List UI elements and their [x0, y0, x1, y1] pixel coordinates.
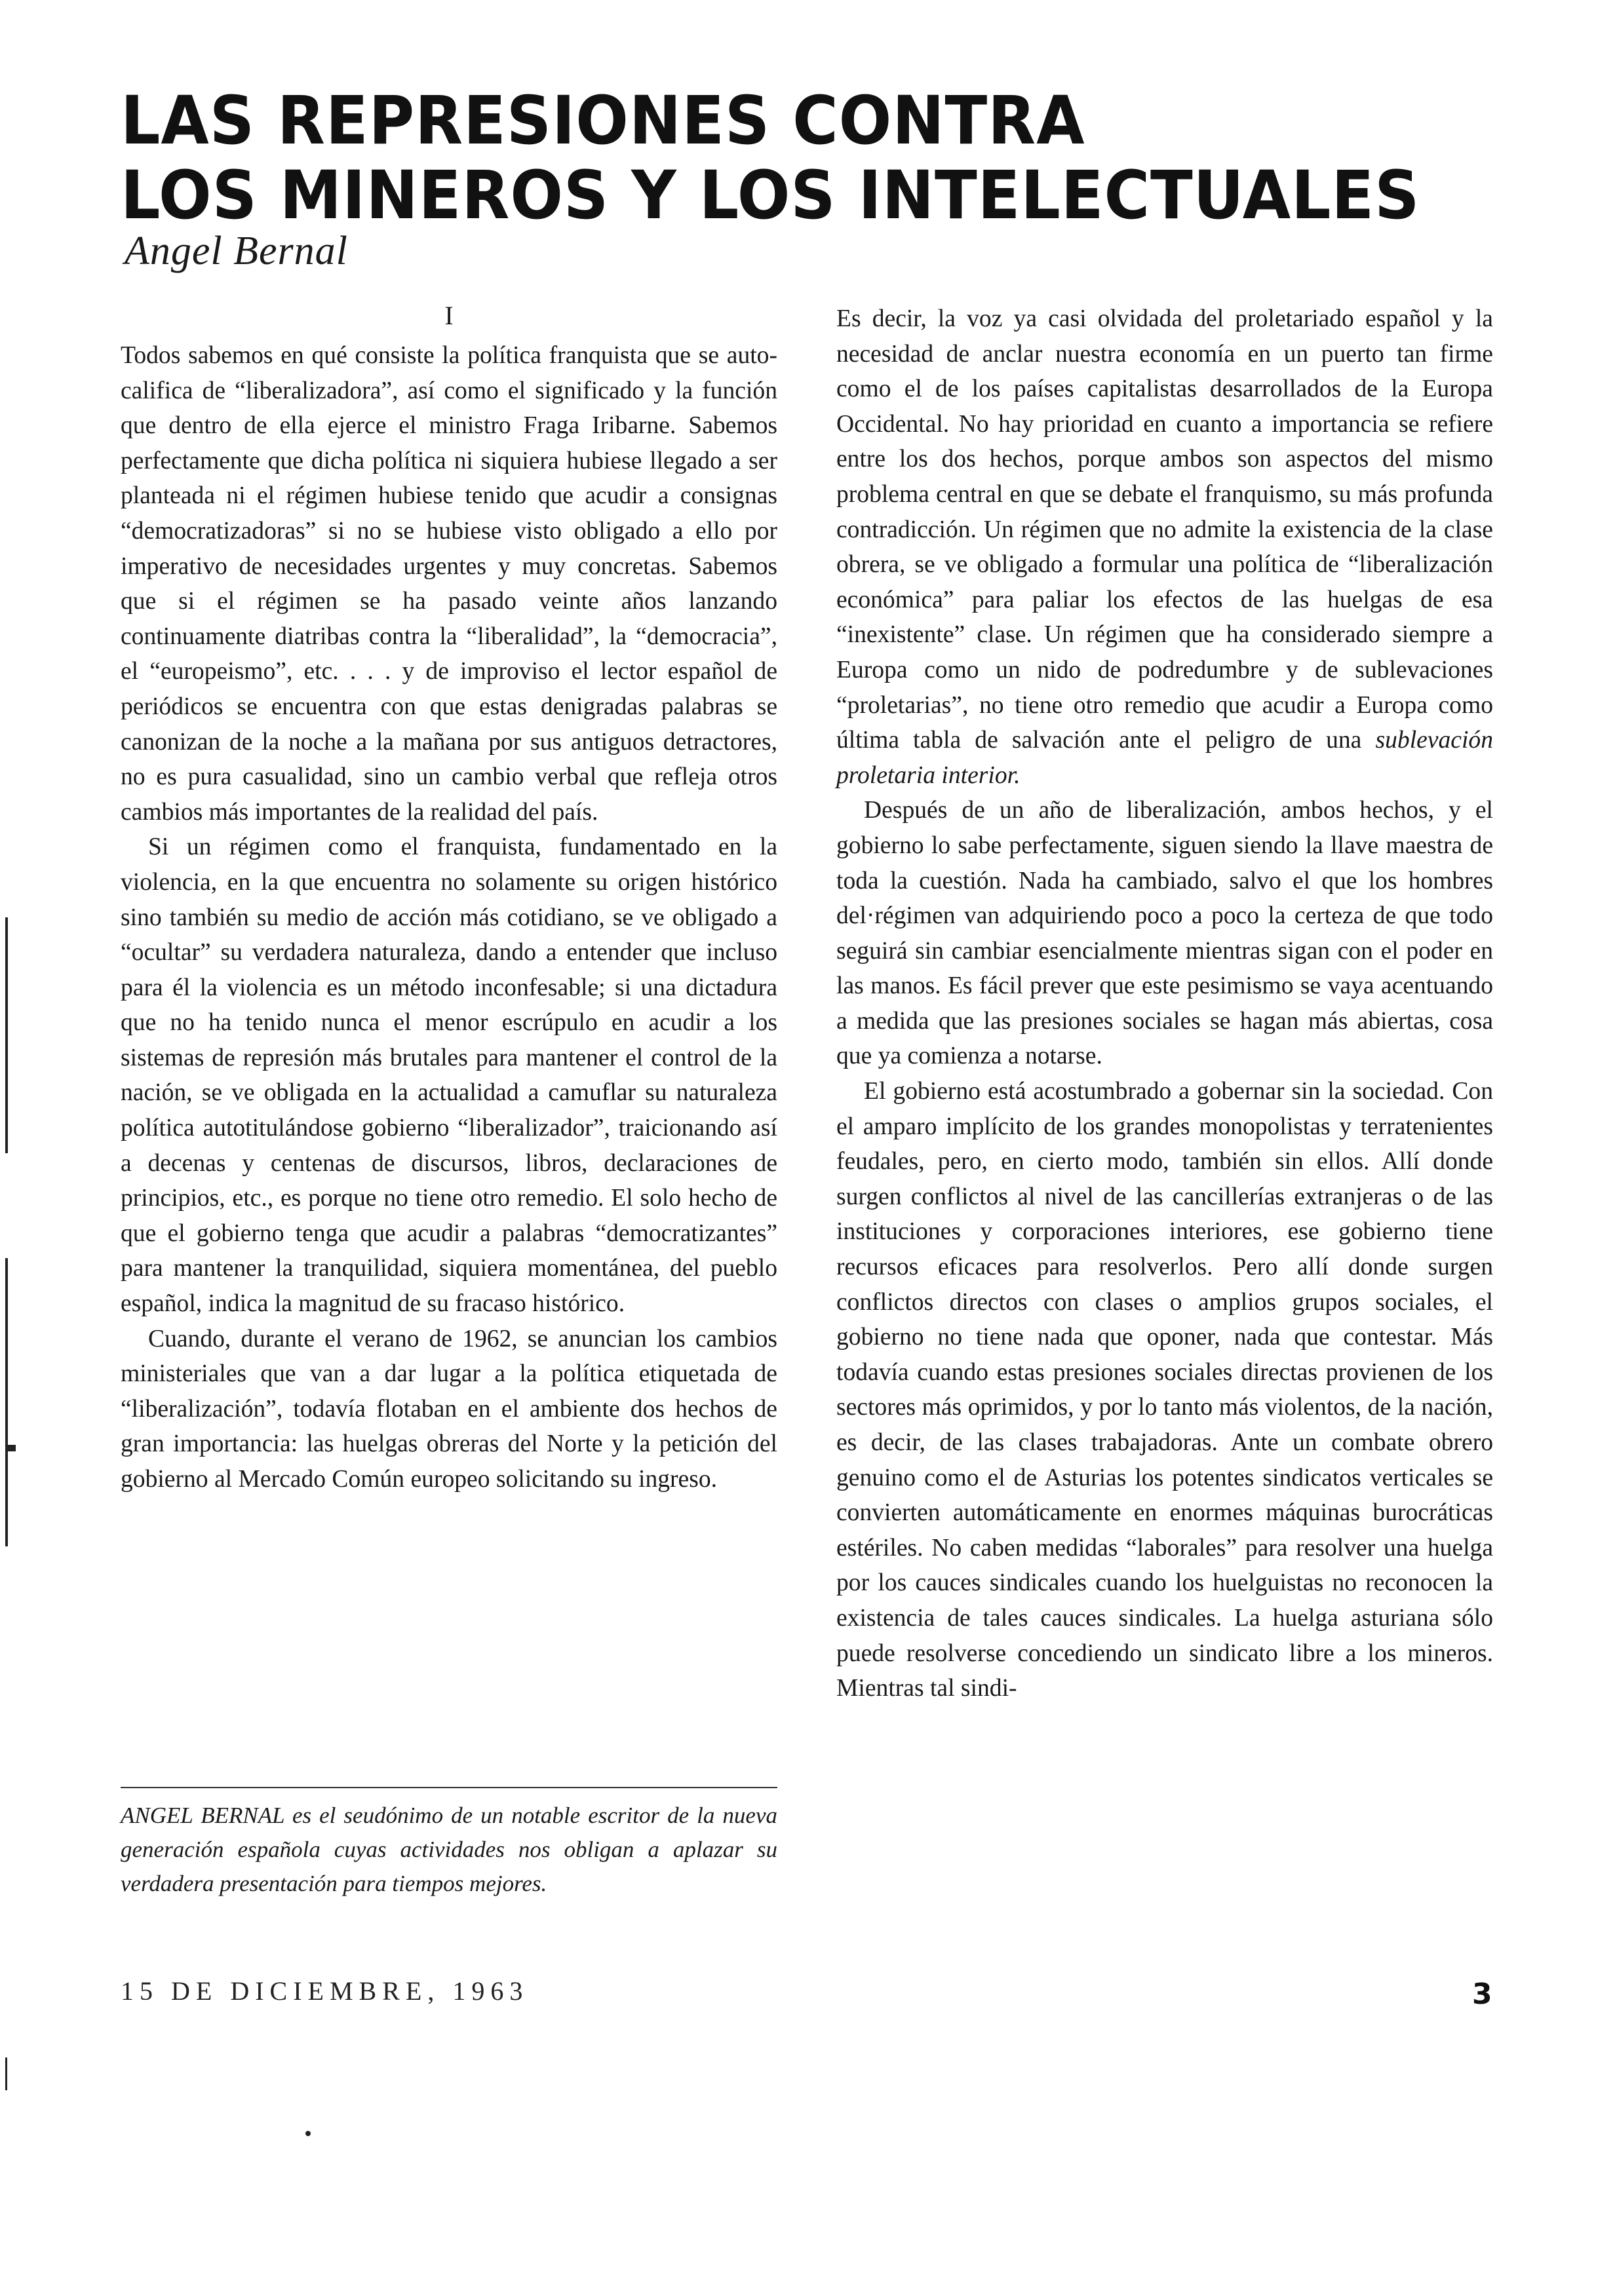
right-paragraph-1-emphasis: sublevación proletaria interior.	[836, 727, 1493, 789]
title-line-1: LAS REPRESIONES CONTRA	[121, 82, 1085, 160]
right-paragraph-1	[836, 301, 1493, 793]
right-column	[836, 301, 1493, 1706]
left-column	[121, 296, 777, 1497]
left-paragraph-3: Cuando, durante el verano de 1962, se anuncian los cambios ministeriales que van a dar lugar a la política etiquetada de “liberalización”, todavía flotaban en el ambiente dos hechos de gran importancia: las huelgas obreras del Norte y la petición del gobierno al Mercado Común europeo solicitando su ingreso.	[121, 1325, 777, 1493]
right-paragraph-1-text: Es decir, la voz ya casi olvidada del proletariado español y la necesidad de anclar nuestra economía en un puerto tan firme como el de los países capitalistas desarrollados de la Europa Occidental. No hay prioridad en cuanto a importancia se refiere entre los dos hechos, porque ambos son aspectos del mismo problema central en que se debate el franquismo, su más profunda contradicción. Un régimen que no admite la existencia de la clase obrera, se ve obligado a formular una política de “liberalización económica” para paliar los efectos de las huelgas de esa “inexistente” clase. Un régimen que ha considerado siempre a Europa como un nido de podredumbre y de sublevaciones “proletarias”, no tiene otro remedio que acudir a Europa como última tabla de salvación ante el peligro de una	[836, 305, 1493, 754]
page-number: 3	[1472, 1978, 1492, 2011]
right-paragraph-3: El gobierno está acostumbrado a gobernar sin la sociedad. Con el amparo implícito de los grandes monopolistas y terratenientes feudales, pero, en cierto modo, también sin ellos. Allí donde surgen conflictos al nivel de las cancillerías extranjeras o de las instituciones y corporaciones interiores, ese gobierno tiene recursos eficaces para resolverlos. Pero allí donde surgen conflictos directos con clases o amplios grupos sociales, el gobierno no tiene nada que oponer, nada que contestar. Más todavía cuando estas presiones sociales directas provienen de los sectores más oprimidos, y por lo tanto más violentos, de la nación, es decir, de las clases trabajadoras. Ante un combate obrero genuino como el de Asturias los potentes sindicatos verticales se convierten automáticamente en enormes máquinas burocráticas estériles. No caben medidas “laborales” para resolver una huelga por los cauces sindicales cuando los huelguistas no reconocen la existencia de tales cauces sindicales. La huelga asturiana sólo puede resolverse concediendo un sindicato libre a los mineros. Mientras tal sindi-	[836, 1078, 1493, 1702]
article-title	[121, 84, 1425, 233]
footnote-rule	[121, 1787, 777, 1788]
right-paragraph-2: Después de un año de liberalización, ambos hechos, y el gobierno lo sabe perfectamente, siguen siendo la llave maestra de toda la cuestión. Nada ha cambiado, salvo el que los hombres del·régimen van adquiriendo poco a poco la certeza de que todo seguirá sin cambiar esencialmente mientras sigan con el poder en las manos. Es fácil prever que este pesimismo se vaya acentuando a medida que las presiones sociales se hagan más abiertas, cosa que ya comienza a notarse.	[836, 797, 1493, 1070]
author-footnote: ANGEL BERNAL es el seudónimo de un notable escritor de la nueva generación española cuyas actividades nos obligan a aplazar su verdadera presentación para tiempos mejores.	[121, 1803, 777, 1896]
scan-mark	[8, 1445, 16, 1451]
left-paragraph-2: Si un régimen como el franquista, fundamentado en la violencia, en la que encuentra no solamente su origen histórico sino también su medio de acción más cotidiano, se ve obligado a “ocultar” su verdadera naturaleza, dando a entender que incluso para él la violencia es un método inconfesable; si una dictadura que no ha tenido nunca el menor escrúpulo en acudir a los sistemas de represión más brutales para mantener el control de la nación, se ve obligada en la actualidad a camuflar su naturaleza política autotitulándose gobierno “liberalizador”, traicionando así a decenas y centenas de discursos, libros, declaraciones de principios, etc., es porque no tiene otro remedio. El solo hecho de que el gobierno tenga que acudir a palabras “democratizantes” para mantener la tranquilidad, siquiera momentánea, del pueblo español, indica la magnitud de su fracaso histórico.	[121, 833, 777, 1318]
title-line-2: LOS MINEROS Y LOS INTELECTUALES	[121, 157, 1420, 235]
issue-date: 15 DE DICIEMBRE, 1963	[121, 1976, 529, 2006]
scan-mark	[5, 917, 8, 1153]
scan-mark	[305, 2131, 311, 2136]
article-author: Angel Bernal	[125, 229, 348, 273]
scan-mark	[5, 1258, 8, 1546]
scan-mark	[5, 2057, 7, 2090]
left-paragraph-1: Todos sabemos en qué consiste la política franquista que se auto-califica de “liberalizadora”, así como el significado y la función que dentro de ella ejerce el ministro Fraga Iribarne. Sabemos perfectamente que dicha política ni siquiera hubiese llegado a ser planteada ni el régimen hubiese tenido que acudir a consignas “democratizadoras” si no se hubiese visto obligado a ello por imperativo de necesidades urgentes y muy concretas. Sabemos que si el régimen se ha pasado veinte años lanzando continuamente diatribas contra la “liberalidad”, la “democracia”, el “europeismo”, etc. . . . y de improviso el lector español de periódicos se encuentra con que estas denigradas palabras se canonizan de la noche a la mañana por sus antiguos detractores, no es pura casualidad, sino un cambio verbal que refleja otros cambios más importantes de la realidad del país.	[121, 342, 777, 826]
section-numeral: I	[444, 301, 454, 330]
